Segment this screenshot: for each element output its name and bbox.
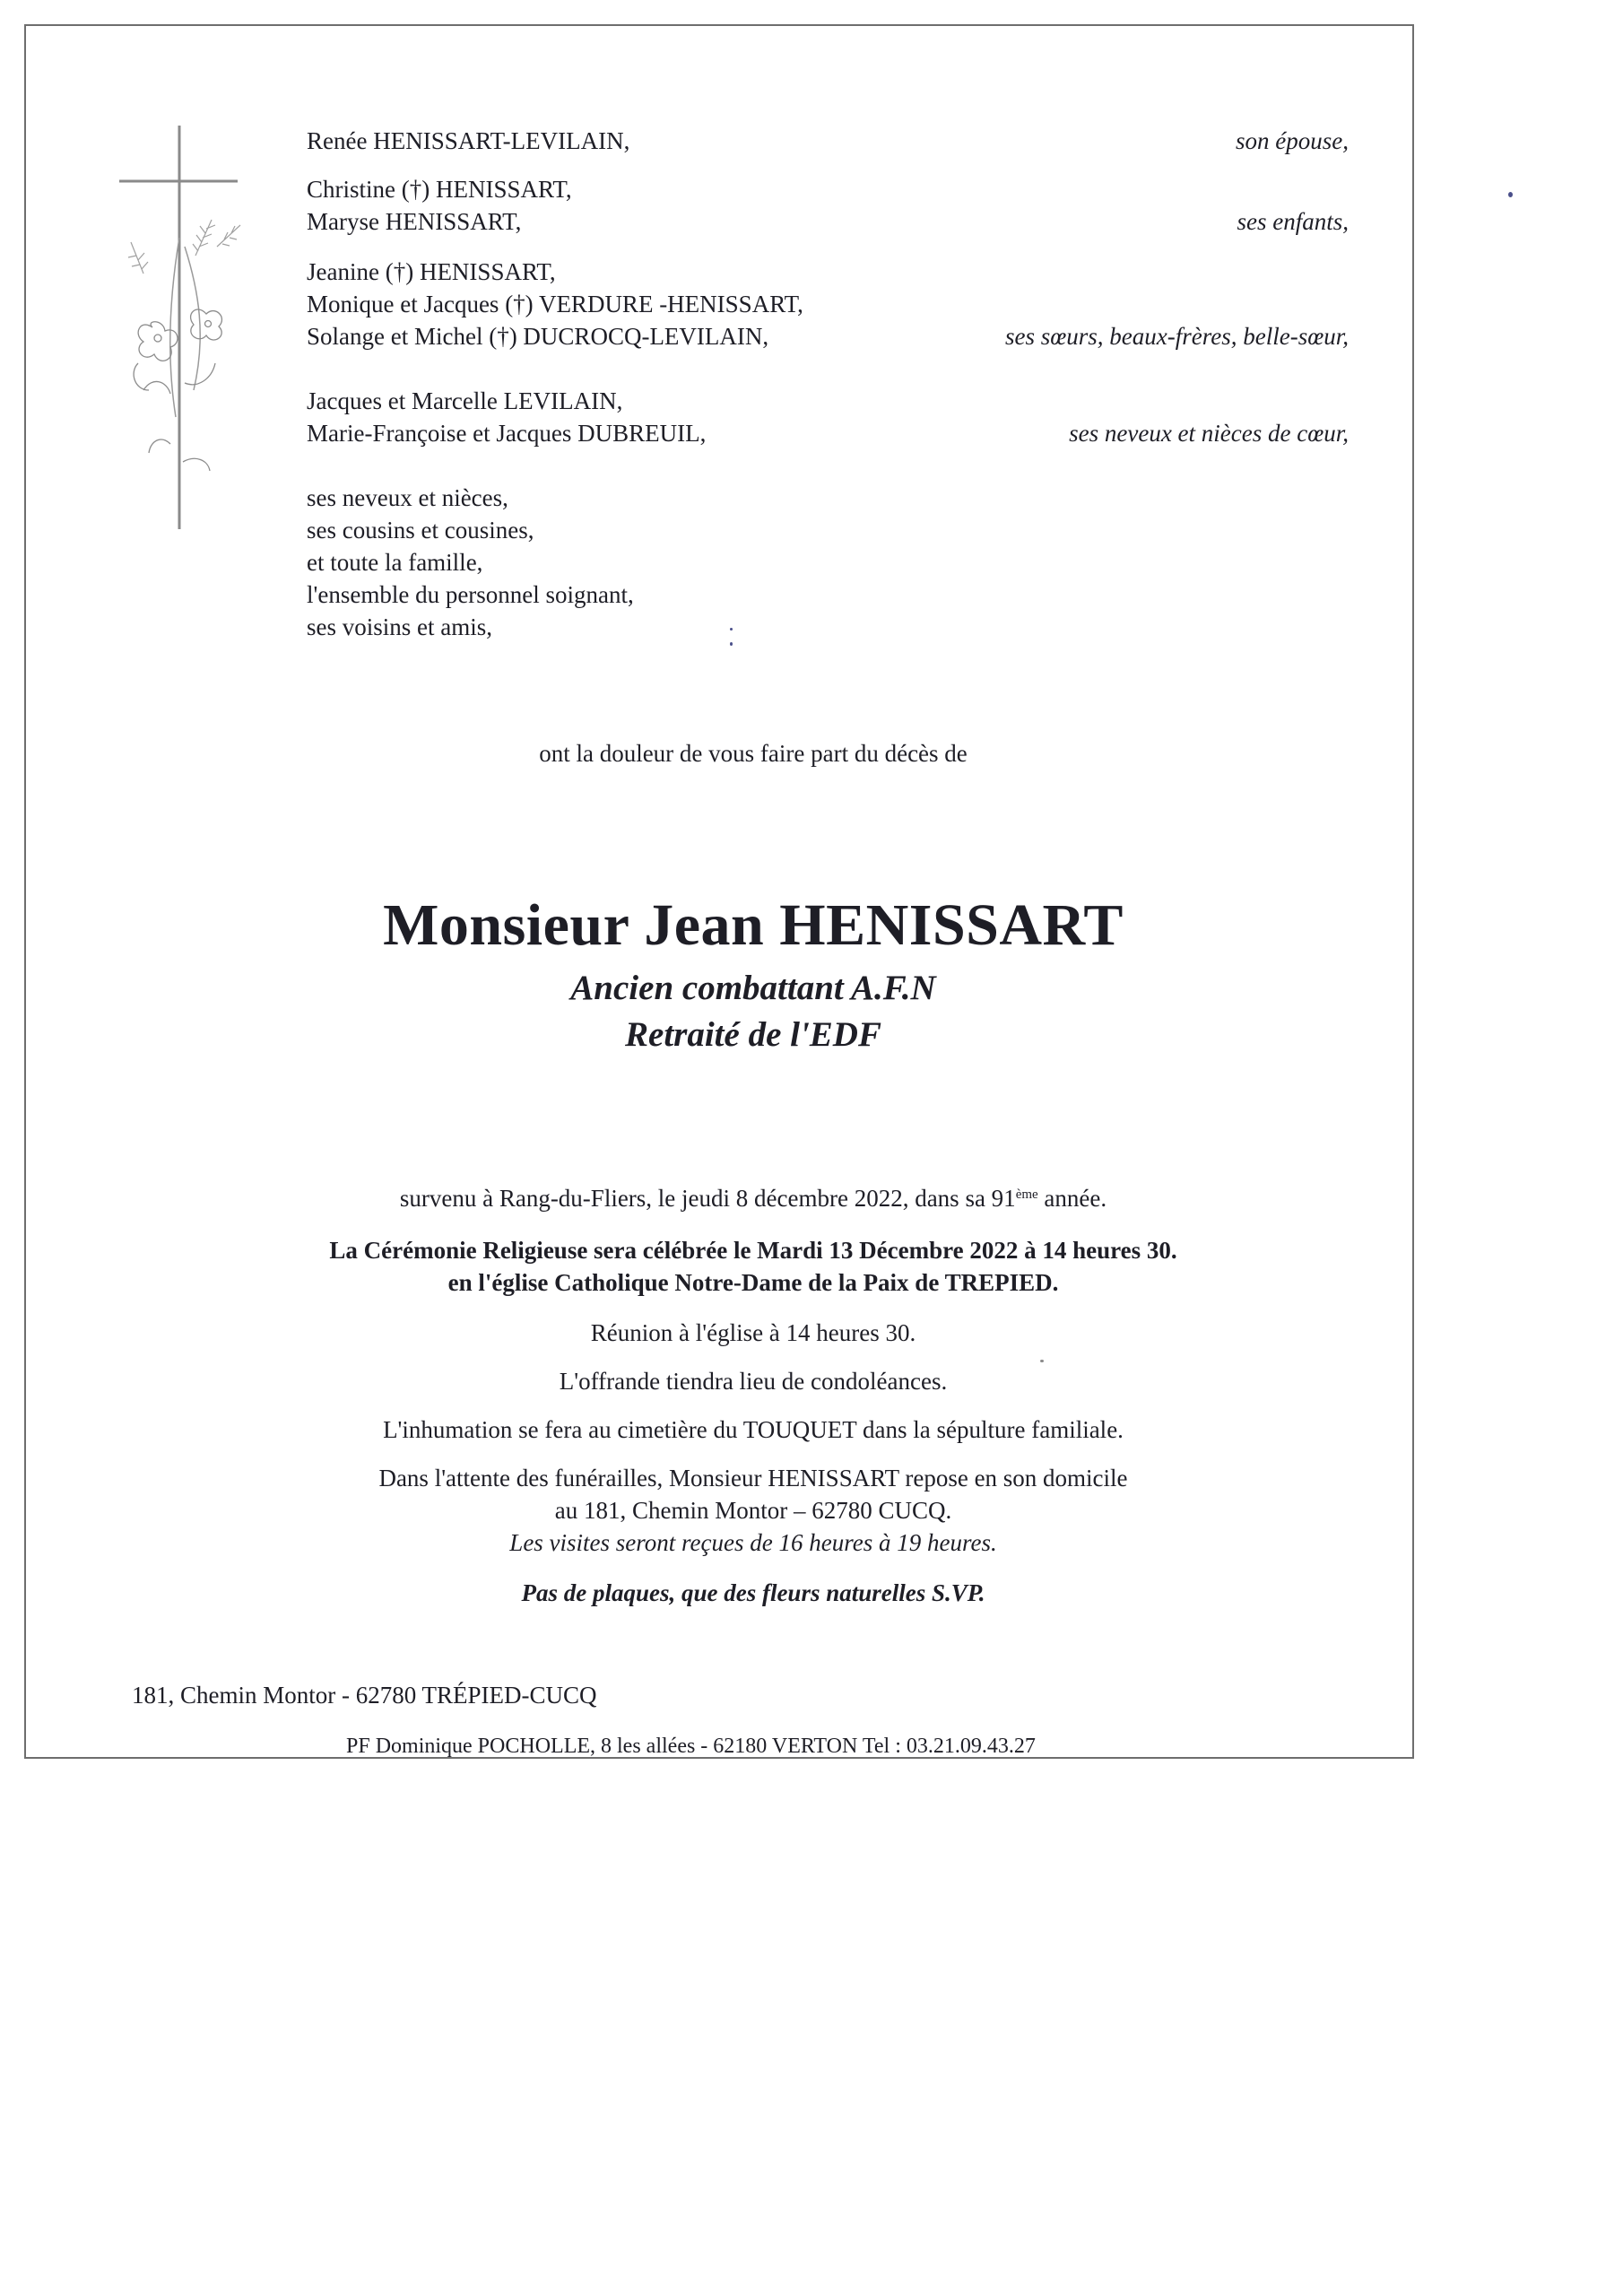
- family-name-2: Christine (†) HENISSART,: [307, 176, 572, 203]
- funeral-home: PF Dominique POCHOLLE, 8 les allées - 62180 VERTON Tel : 03.21.09.43.27: [346, 1735, 1036, 1758]
- repose-line-2: au 181, Chemin Montor – 62780 CUCQ.: [554, 1497, 952, 1524]
- home-address: 181, Chemin Montor - 62780 TRÉPIED-CUCQ: [132, 1682, 597, 1709]
- announcement-text: ont la douleur de vous faire part du décès de: [539, 740, 968, 767]
- family-name-5: Monique et Jacques (†) VERDURE -HENISSART,: [307, 291, 803, 317]
- family-name-3: Maryse HENISSART,: [307, 208, 522, 235]
- offering-text: L'offrande tiendra lieu de condoléances.: [559, 1368, 948, 1395]
- ceremony-line-2: en l'église Catholique Notre-Dame de la Paix de TREPIED.: [447, 1269, 1059, 1296]
- others-item: ses voisins et amis,: [307, 613, 492, 640]
- death-text-after: année.: [1037, 1185, 1107, 1212]
- deceased-title-1: Ancien combattant A.F.N: [570, 969, 936, 1007]
- others-item: et toute la famille,: [307, 549, 483, 576]
- flowers-text: Pas de plaques, que des fleurs naturelles S.VP.: [521, 1579, 985, 1606]
- family-name-6: Solange et Michel (†) DUCROCQ-LEVILAIN,: [307, 323, 769, 350]
- deceased-title-2: Retraité de l'EDF: [625, 1015, 881, 1054]
- relation-spouse: son épouse,: [1236, 127, 1349, 154]
- family-name-4: Jeanine (†) HENISSART,: [307, 258, 556, 285]
- scan-speck: [730, 642, 733, 646]
- death-text: survenu à Rang-du-Fliers, le jeudi 8 décembre 2022, dans sa 91: [399, 1185, 1016, 1212]
- others-item: ses neveux et nièces,: [307, 484, 508, 511]
- deceased-name: Monsieur Jean HENISSART: [383, 892, 1124, 958]
- repose-line-3: Les visites seront reçues de 16 heures à 19 heures.: [509, 1529, 997, 1556]
- scan-speck: [1508, 192, 1513, 197]
- relation-siblings: ses sœurs, beaux-frères, belle-sœur,: [1005, 323, 1349, 350]
- family-name-7: Jacques et Marcelle LEVILAIN,: [307, 387, 623, 414]
- family-name-1: Renée HENISSART-LEVILAIN,: [307, 127, 630, 154]
- family-name-8: Marie-Françoise et Jacques DUBREUIL,: [307, 420, 707, 447]
- others-item: l'ensemble du personnel soignant,: [307, 581, 634, 608]
- ceremony-line-1: La Cérémonie Religieuse sera célébrée le Mardi 13 Décembre 2022 à 14 heures 30.: [329, 1237, 1177, 1264]
- relation-children: ses enfants,: [1237, 208, 1349, 235]
- reunion-text: Réunion à l'église à 14 heures 30.: [590, 1319, 916, 1346]
- scan-speck: [730, 628, 733, 631]
- repose-line-1: Dans l'attente des funérailles, Monsieur HENISSART repose en son domicile: [378, 1465, 1128, 1492]
- death-line: [0, 1182, 1506, 1214]
- burial-text: L'inhumation se fera au cimetière du TOUQUET dans la sépulture familiale.: [383, 1416, 1124, 1443]
- scan-speck: [1040, 1360, 1044, 1362]
- relation-nephews: ses neveux et nièces de cœur,: [1069, 420, 1349, 447]
- others-item: ses cousins et cousines,: [307, 517, 534, 544]
- death-superscript: ème: [1015, 1187, 1038, 1202]
